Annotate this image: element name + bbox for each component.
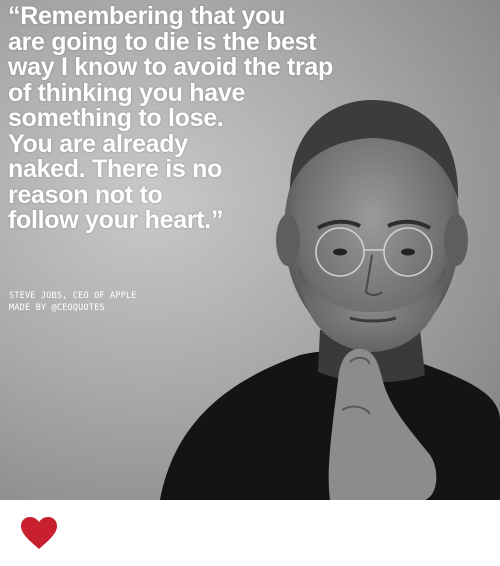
quote-text xyxy=(8,4,408,234)
heart-icon[interactable] xyxy=(20,516,58,550)
quote-line: “Remembering that you xyxy=(8,2,286,30)
quote-credit xyxy=(9,290,137,314)
quote-line: way I know to avoid the trap xyxy=(8,53,333,81)
quote-line: something to lose. xyxy=(8,104,224,132)
quote-line: follow your heart.” xyxy=(8,206,224,234)
quote-line: You are already xyxy=(8,129,188,158)
maker-credit: MADE BY @CEOQUOTES xyxy=(9,303,105,313)
reaction-bar xyxy=(0,500,500,566)
author-credit: STEVE JOBS, CEO OF APPLE xyxy=(9,291,137,301)
quote-line: naked. There is no xyxy=(8,155,223,183)
quote-line: are going to die is the best xyxy=(8,27,317,56)
quote-line: of thinking you have xyxy=(8,78,246,107)
quote-line: reason not to xyxy=(8,180,163,209)
